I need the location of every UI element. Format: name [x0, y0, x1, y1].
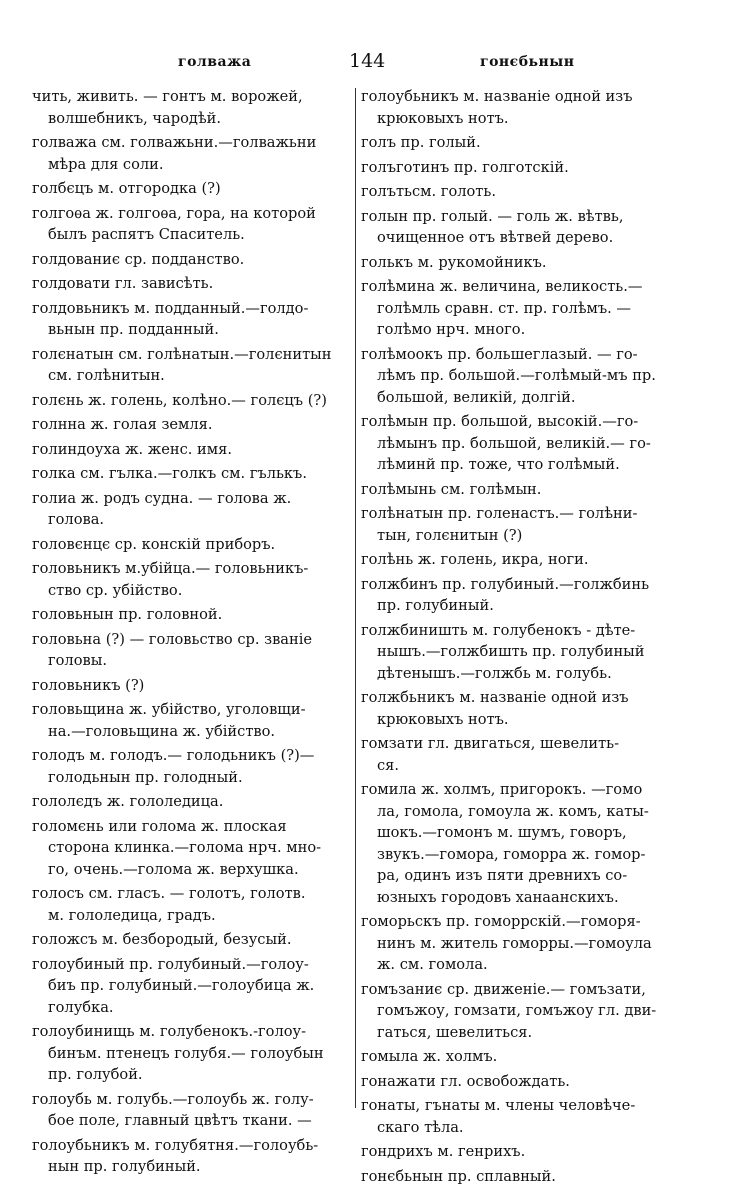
dictionary-entry [32, 675, 350, 697]
dictionary-entry [32, 178, 350, 200]
entry-line: голѣмоокъ пр. большеглазый. — го- [361, 345, 638, 363]
dictionary-entry [32, 604, 350, 626]
entry-line: гомъжоу, гомзати, гомъжоу гл. дви- [377, 1002, 657, 1019]
entry-line: нышъ.—голжбишть пр. голубиный [377, 643, 645, 660]
entry-line: головьщина ж. убійство, уголовщи- [32, 701, 306, 718]
entry-line: голнна ж. голая земля. [32, 416, 213, 433]
dictionary-entry [361, 276, 709, 341]
entry-line: голѣмынь см. голѣмын. [361, 480, 542, 498]
dictionary-entry [32, 463, 350, 485]
entry-line: головьникъ м.убійца.— головьникъ- [32, 560, 309, 577]
entry-line: лѣминй пр. тоже, что голѣмый. [377, 456, 620, 473]
entry-line: голоубьникъ м. голубятня.—голоубь- [32, 1136, 319, 1154]
dictionary-entry [32, 273, 350, 295]
entry-line: лѣмъ пр. большой.—голѣмый-мъ пр. [377, 367, 656, 384]
entry-line: голиа ж. родъ судна. — голова ж. [32, 489, 292, 507]
entry-line: голѣнь ж. голень, икра, ноги. [361, 551, 589, 568]
dictionary-entry [361, 344, 709, 409]
entry-line: голубка. [48, 998, 114, 1016]
entry-line: голгоѳа ж. голгоѳа, гора, на которой [32, 204, 316, 222]
entry-line: голоубинищь м. голубенокъ.-голоу- [32, 1023, 307, 1040]
dictionary-entry [32, 298, 350, 341]
entry-line: бое поле, главный цвѣтъ ткани. — [48, 1112, 312, 1129]
dictionary-entry [361, 620, 709, 685]
entry-line: шокъ.—гомонъ м. шумъ, говоръ, [377, 824, 627, 841]
entry-line: пр. голубиный. [377, 597, 494, 614]
entry-line: гомзати гл. двигаться, шевелить- [361, 735, 620, 752]
entry-line: голѣмина ж. величина, великость.— [361, 278, 643, 295]
entry-line: голдованиє ср. подданство. [32, 250, 245, 268]
entry-line: голжбиништь м. голубенокъ - дѣте- [361, 621, 636, 639]
entry-line: ла, гомола, гомоула ж. комъ, каты- [377, 802, 649, 820]
entry-line: голдовати гл. зависѣть. [32, 275, 214, 292]
entry-line: головєнцє ср. конскій приборъ. [32, 535, 276, 553]
entry-line: голжбинъ пр. голубиный.—голжбинь [361, 575, 650, 593]
entry-line: гаться, шевелиться. [377, 1023, 533, 1041]
entry-line: ж. см. гомола. [377, 956, 488, 973]
entry-line: голькъ м. рукомойникъ. [361, 253, 547, 271]
entry-line: м. гололедица, градъ. [48, 906, 216, 924]
dictionary-entry [32, 86, 350, 129]
entry-line: го, очень.—голома ж. верхушка. [48, 860, 299, 878]
dictionary-entry [361, 1141, 709, 1163]
entry-line: голжбьникъ м. названіе одной изъ [361, 689, 629, 706]
entry-line: голєнатын см. голѣнатын.—голєнитын [32, 345, 332, 363]
dictionary-entry [32, 883, 350, 926]
entry-line: гололєдъ ж. гололедица. [32, 793, 224, 810]
entry-line: голодьнын пр. голодный. [48, 768, 243, 786]
entry-line: голдовьникъ м. подданный.—голдо- [32, 299, 309, 317]
dictionary-entry [361, 1166, 709, 1188]
entry-line: лѣмынъ пр. большой, великій.— го- [377, 434, 651, 452]
dictionary-entry [32, 488, 350, 531]
entry-line: ра, одинъ изъ пяти древнихъ со- [377, 867, 628, 884]
entry-line: дѣтенышъ.—голжбь м. голубь. [377, 664, 612, 682]
entry-line: голоубиный пр. голубиный.—голоу- [32, 955, 309, 973]
header-left-catchword: голважа [178, 54, 252, 70]
entry-line: крюковыхъ нотъ. [377, 710, 509, 728]
dictionary-entry [32, 439, 350, 461]
entry-line: ся. [377, 756, 400, 774]
dictionary-entry [32, 816, 350, 881]
dictionary-entry [32, 558, 350, 601]
left-column [32, 86, 350, 1181]
entry-line: голоубьникъ м. названіе одной изъ [361, 88, 633, 105]
entry-line: звукъ.—гомора, гоморра ж. гомор- [377, 845, 646, 863]
entry-line: голєнь ж. голень, колѣно.— голєцъ (?) [32, 391, 327, 409]
dictionary-entry [361, 157, 709, 179]
dictionary-entry [361, 911, 709, 976]
entry-line: голосъ см. гласъ. — голотъ, голотв. [32, 885, 306, 902]
entry-line: голожсъ м. безбородый, безусый. [32, 931, 292, 948]
entry-line: вьнын пр. подданный. [48, 321, 219, 338]
entry-line: гонаты, гънаты м. члены человѣче- [361, 1097, 636, 1114]
entry-line: голѣнатын пр. голенастъ.— голѣни- [361, 505, 638, 522]
header-right-catchword: гонєбьнын [480, 54, 575, 70]
entry-line: гонєбьнын пр. сплавный. [361, 1167, 556, 1185]
entry-line: голова. [48, 511, 105, 528]
column-divider [355, 88, 356, 1108]
entry-line: голътьсм. голоть. [361, 183, 496, 200]
entry-line: ство ср. убійство. [48, 581, 183, 599]
dictionary-entry [361, 86, 709, 129]
dictionary-entry [32, 699, 350, 742]
dictionary-entry [361, 733, 709, 776]
dictionary-entry [32, 390, 350, 412]
dictionary-entry [32, 1089, 350, 1132]
entry-line: чить, живить. — гонтъ м. ворожей, [32, 88, 303, 105]
entry-line: очищенное отъ вѣтвей дерево. [377, 229, 614, 246]
entry-line: голоубь м. голубь.—голоубь ж. голу- [32, 1090, 314, 1108]
dictionary-entry [361, 411, 709, 476]
entry-line: голын пр. голый. — голь ж. вѣтвь, [361, 207, 624, 225]
entry-line: нинъ м. житель гоморры.—гомоула [377, 934, 652, 952]
dictionary-entry [32, 344, 350, 387]
dictionary-entry [361, 206, 709, 249]
entry-line: головьникъ (?) [32, 676, 145, 694]
dictionary-entry [32, 534, 350, 556]
dictionary-entry [32, 791, 350, 813]
dictionary-entry [361, 1071, 709, 1093]
dictionary-entry [32, 203, 350, 246]
dictionary-entry [32, 745, 350, 788]
entry-line: юзныхъ городовъ ханаанскихъ. [377, 888, 619, 906]
entry-line: скаго тѣла. [377, 1118, 464, 1136]
dictionary-entry [361, 574, 709, 617]
entry-line: гонажати гл. освобождать. [361, 1072, 570, 1090]
dictionary-entry [361, 181, 709, 203]
entry-line: крюковыхъ нотъ. [377, 109, 509, 127]
entry-line: голиндоуха ж. женс. имя. [32, 440, 232, 458]
dictionary-entry [361, 979, 709, 1044]
entry-line: пр. голубой. [48, 1066, 143, 1083]
dictionary-entry [361, 1046, 709, 1068]
entry-line: голъготинъ пр. голготскій. [361, 158, 569, 176]
dictionary-entry [32, 414, 350, 436]
entry-line: голодъ м. голодъ.— голодьникъ (?)— [32, 747, 315, 764]
dictionary-entry [361, 779, 709, 908]
dictionary-entry [361, 479, 709, 501]
entry-line: голѣмо нрч. много. [377, 321, 526, 338]
dictionary-entry [32, 132, 350, 175]
entry-line: гомила ж. холмъ, пригорокъ. —гомо [361, 781, 643, 798]
dictionary-entry [361, 132, 709, 154]
dictionary-entry [32, 954, 350, 1019]
dictionary-entry [32, 249, 350, 271]
entry-line: голѣмль сравн. ст. пр. голѣмъ. — [377, 299, 632, 317]
dictionary-entry [32, 1021, 350, 1086]
entry-line: гоморьскъ пр. гоморрскій.—гоморя- [361, 913, 641, 930]
entry-line: большой, великій, долгій. [377, 388, 576, 406]
entry-line: бинъм. птенецъ голубя.— голоубын [48, 1044, 324, 1062]
entry-line: головьна (?) — головьство ср. званіе [32, 630, 313, 648]
entry-line: гомыла ж. холмъ. [361, 1048, 498, 1065]
entry-line: гомъзаниє ср. движеніе.— гомъзати, [361, 980, 646, 998]
dictionary-entry [32, 629, 350, 672]
dictionary-entry [361, 503, 709, 546]
entry-line: биъ пр. голубиный.—голоубица ж. [48, 977, 315, 994]
entry-line: голка см. гълка.—голкъ см. гълькъ. [32, 465, 307, 482]
entry-line: тын, голєнитын (?) [377, 526, 523, 544]
entry-line: сторона клинка.—голома нрч. мно- [48, 839, 322, 856]
entry-line: голѣмын пр. большой, высокій.—го- [361, 413, 639, 430]
dictionary-entry [361, 687, 709, 730]
page-number: 144 [349, 50, 386, 72]
dictionary-entry [32, 1135, 350, 1178]
dictionary-entry [361, 252, 709, 274]
entry-line: голважа см. голважьни.—голважьни [32, 134, 317, 151]
entry-line: голбєцъ м. отгородка (?) [32, 180, 221, 197]
right-column [361, 86, 709, 1190]
entry-line: голомєнь или голома ж. плоская [32, 817, 287, 835]
page-header [0, 50, 739, 76]
entry-line: гондрихъ м. генрихъ. [361, 1143, 526, 1160]
entry-line: волшебникъ, чародѣй. [48, 109, 222, 127]
entry-line: см. голѣнитын. [48, 367, 165, 384]
dictionary-entry [361, 1095, 709, 1138]
entry-line: на.—головьщина ж. убійство. [48, 722, 276, 740]
dictionary-entry [361, 549, 709, 571]
entry-line: голъ пр. голый. [361, 134, 481, 151]
entry-line: головьнын пр. головной. [32, 606, 223, 623]
entry-line: нын пр. голубиный. [48, 1158, 201, 1175]
entry-line: головы. [48, 652, 107, 669]
entry-line: былъ распятъ Спаситель. [48, 226, 245, 243]
entry-line: мѣра для соли. [48, 155, 164, 173]
dictionary-entry [32, 929, 350, 951]
